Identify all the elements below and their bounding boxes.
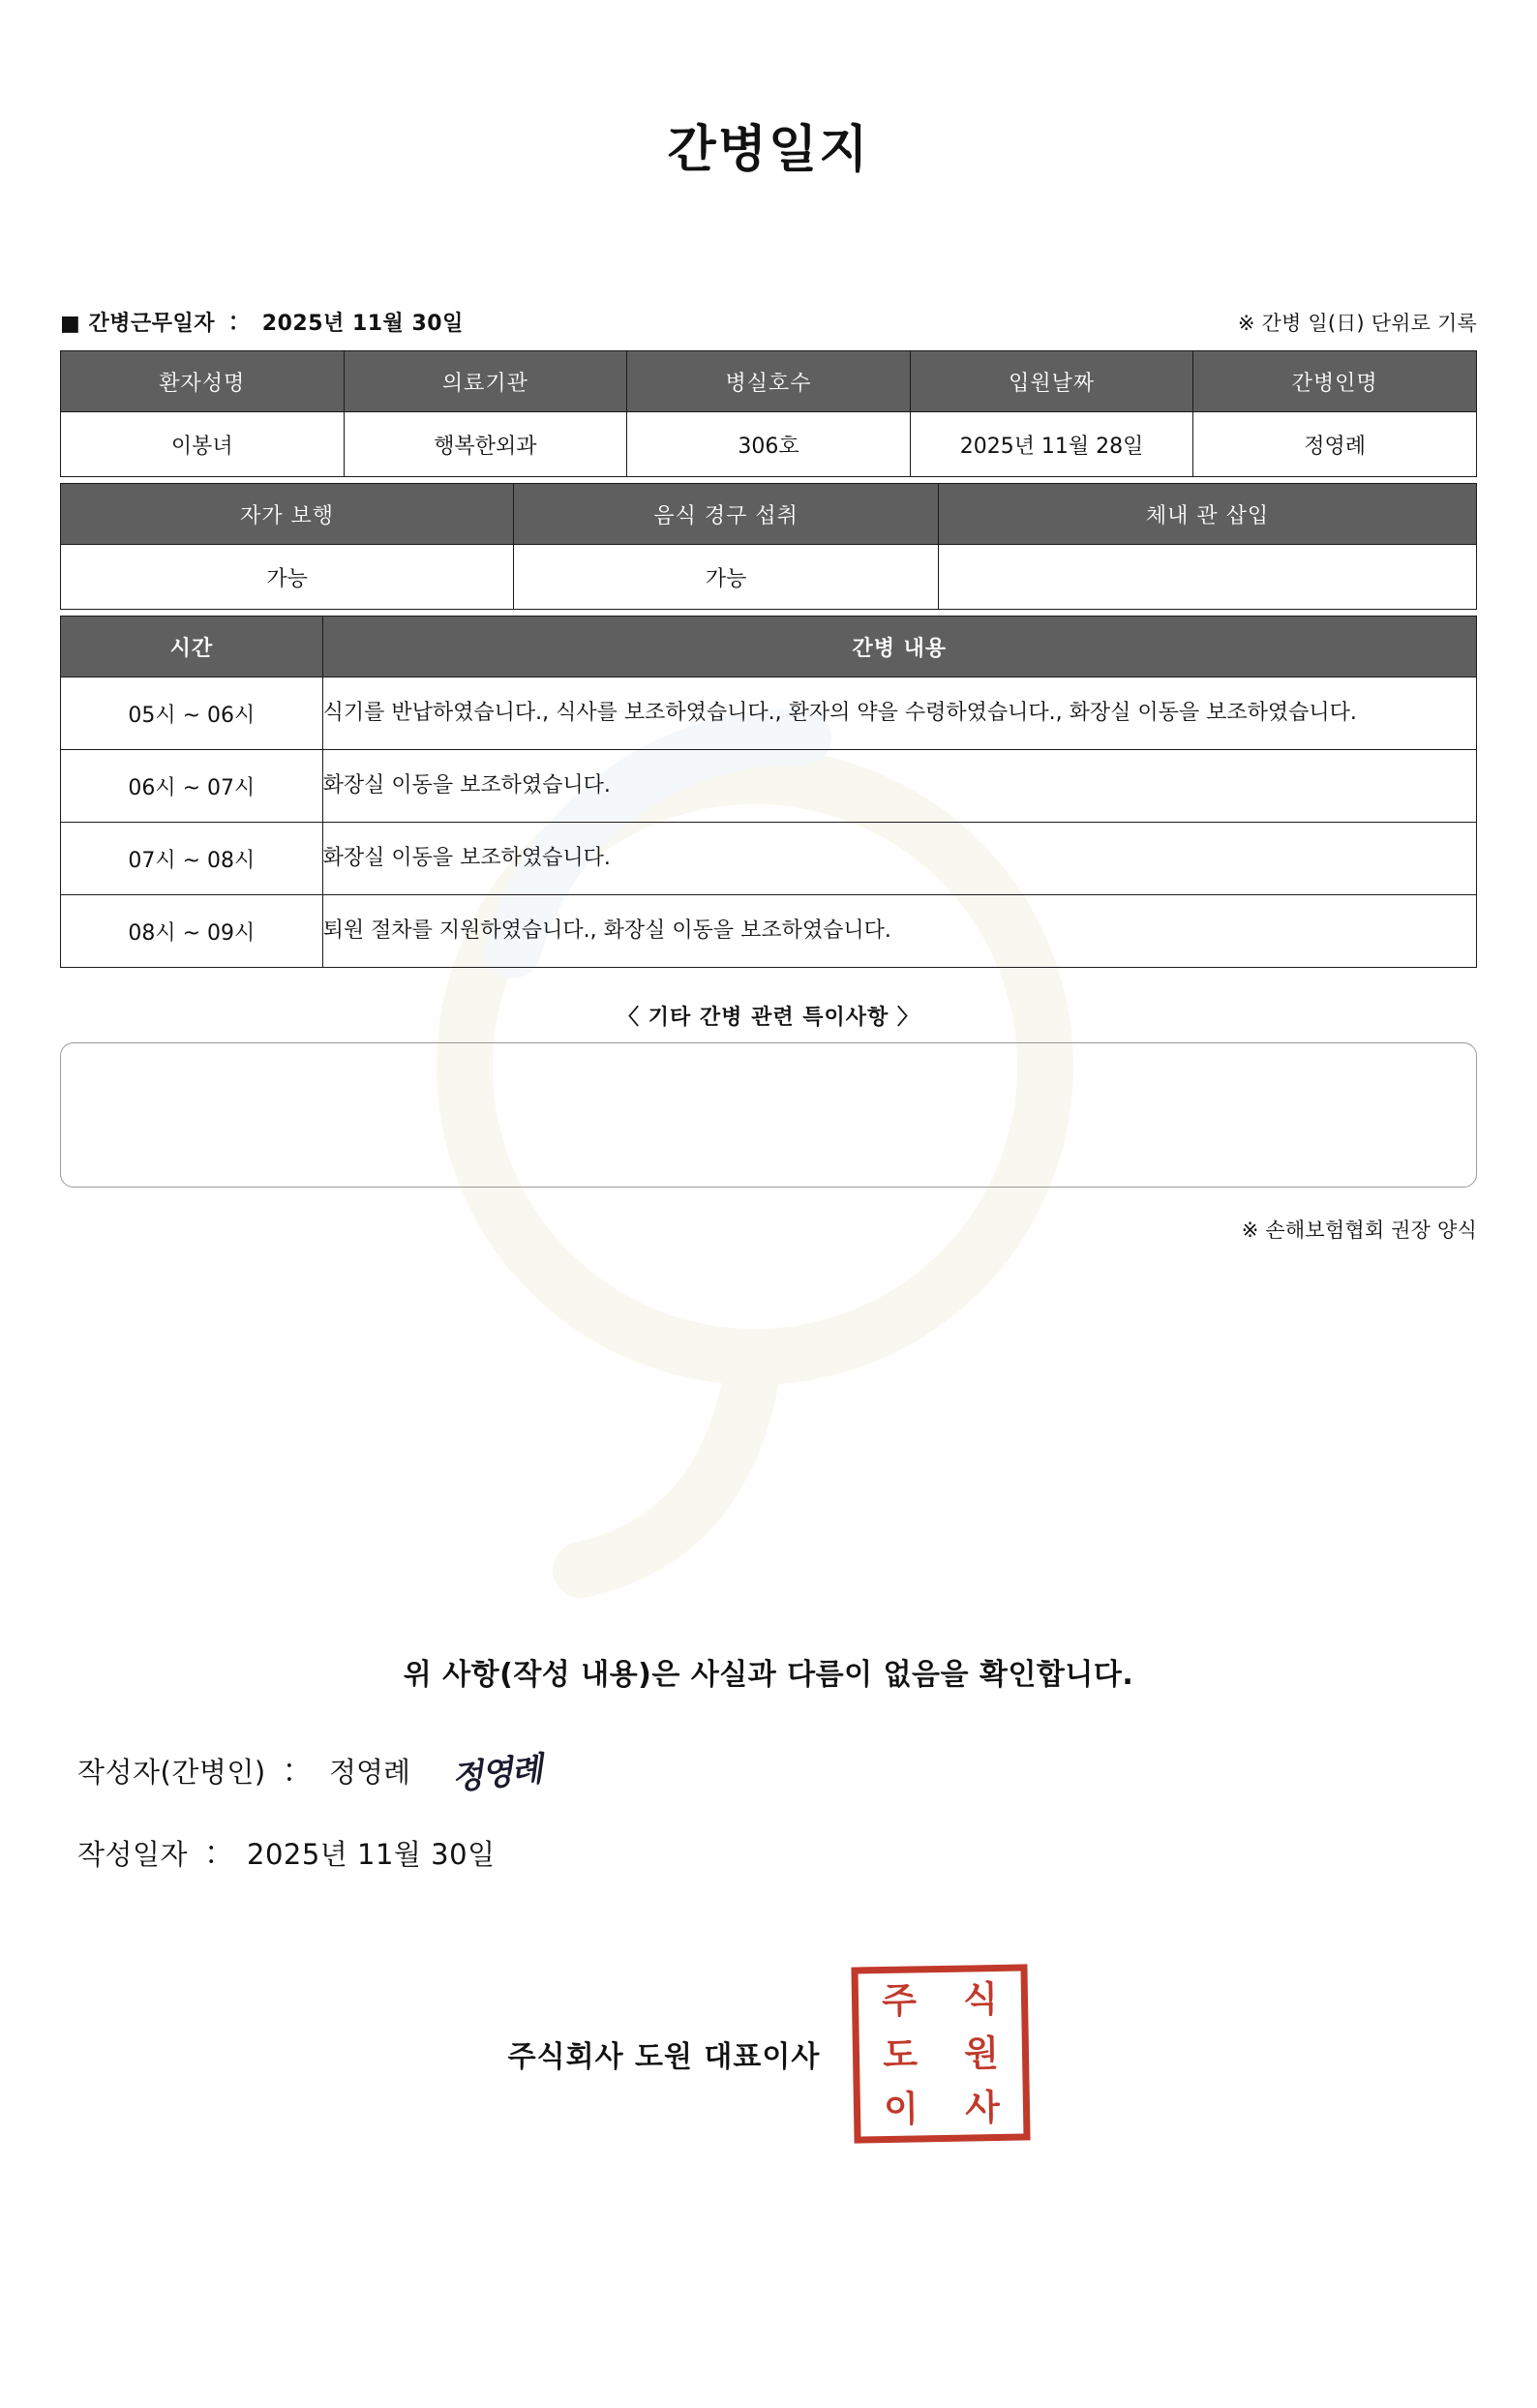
care-content-4: 퇴원 절차를 지원하였습니다., 화장실 이동을 보조하였습니다. bbox=[322, 895, 1476, 968]
table-row bbox=[61, 617, 1477, 677]
condition-table bbox=[60, 483, 1477, 610]
author-line bbox=[77, 1747, 1477, 1798]
notes-title: 〈 기타 간병 관련 특이사항 〉 bbox=[618, 1006, 919, 1030]
condition-value-tube-insertion bbox=[939, 545, 1477, 610]
patient-value-hospital: 행복한외과 bbox=[344, 412, 627, 477]
author-date-line bbox=[77, 1833, 1477, 1873]
work-date-value: 2025년 11월 30일 bbox=[261, 312, 464, 336]
condition-header-oral-intake: 음식 경구 섭취 bbox=[514, 484, 939, 545]
patient-value-admission-date: 2025년 11월 28일 bbox=[910, 412, 1193, 477]
care-log-table bbox=[60, 616, 1477, 968]
meta-row bbox=[60, 307, 1477, 337]
condition-value-walking: 가능 bbox=[61, 545, 514, 610]
form-note: ※ 손해보험협회 권장 양식 bbox=[1241, 1219, 1477, 1242]
table-row bbox=[61, 823, 1477, 895]
work-date-label: ■ 간병근무일자 ： bbox=[60, 312, 245, 336]
company-name: 주식회사 도원 대표이사 bbox=[507, 2040, 821, 2074]
table-row bbox=[61, 412, 1477, 477]
table-row bbox=[61, 677, 1477, 750]
table-row bbox=[61, 484, 1477, 545]
patient-header-caregiver: 간병인명 bbox=[1193, 351, 1477, 412]
work-date bbox=[60, 307, 464, 337]
notes-box[interactable] bbox=[60, 1042, 1477, 1188]
stamp-char-6: 사 bbox=[965, 2086, 1001, 2129]
condition-value-oral-intake: 가능 bbox=[514, 545, 939, 610]
table-row bbox=[61, 545, 1477, 610]
stamp-char-5: 이 bbox=[884, 2087, 919, 2130]
care-time-1: 05시 ~ 06시 bbox=[61, 677, 323, 750]
stamp-char-4: 원 bbox=[964, 2032, 1000, 2075]
patient-value-caregiver: 정영례 bbox=[1193, 412, 1477, 477]
signature: 정영례 bbox=[449, 1750, 543, 1798]
care-time-2: 06시 ~ 07시 bbox=[61, 750, 323, 823]
date-label: 작성일자 ： bbox=[77, 1838, 226, 1871]
patient-info-table bbox=[60, 350, 1477, 477]
care-header-time: 시간 bbox=[61, 617, 323, 677]
date-value: 2025년 11월 30일 bbox=[247, 1838, 496, 1871]
page-title: 간병일지 bbox=[667, 121, 870, 179]
care-header-content: 간병 내용 bbox=[322, 617, 1476, 677]
table-row bbox=[61, 750, 1477, 823]
care-time-4: 08시 ~ 09시 bbox=[61, 895, 323, 968]
author-label: 작성자(간병인) ： bbox=[77, 1756, 304, 1789]
stamp-char-1: 주 bbox=[882, 1978, 918, 2022]
condition-header-walking: 자가 보행 bbox=[61, 484, 514, 545]
patient-value-name: 이봉녀 bbox=[61, 412, 345, 477]
patient-header-name: 환자성명 bbox=[61, 351, 345, 412]
company-signature-row bbox=[60, 1966, 1477, 2142]
patient-header-admission-date: 입원날짜 bbox=[910, 351, 1193, 412]
care-content-3: 화장실 이동을 보조하였습니다. bbox=[322, 823, 1476, 895]
patient-header-room: 병실호수 bbox=[627, 351, 911, 412]
care-time-3: 07시 ~ 08시 bbox=[61, 823, 323, 895]
condition-header-tube-insertion: 체내 관 삽입 bbox=[939, 484, 1477, 545]
table-row bbox=[61, 895, 1477, 968]
stamp-char-3: 도 bbox=[883, 2032, 919, 2076]
confirmation-statement: 위 사항(작성 내용)은 사실과 다름이 없음을 확인합니다. bbox=[403, 1658, 1134, 1692]
patient-value-room: 306호 bbox=[627, 412, 911, 477]
table-row bbox=[61, 351, 1477, 412]
patient-header-hospital: 의료기관 bbox=[344, 351, 627, 412]
document-page bbox=[0, 108, 1537, 2142]
stamp-char-2: 식 bbox=[963, 1977, 999, 2021]
author-name: 정영례 bbox=[328, 1756, 410, 1789]
unit-note: ※ 간병 일(日) 단위로 기록 bbox=[1237, 312, 1477, 335]
care-content-2: 화장실 이동을 보조하였습니다. bbox=[322, 750, 1476, 823]
care-content-1: 식기를 반납하였습니다., 식사를 보조하였습니다., 환자의 약을 수령하였습니다., 화장실 이동을 보조하였습니다. bbox=[322, 677, 1476, 750]
company-seal-stamp bbox=[852, 1964, 1031, 2143]
